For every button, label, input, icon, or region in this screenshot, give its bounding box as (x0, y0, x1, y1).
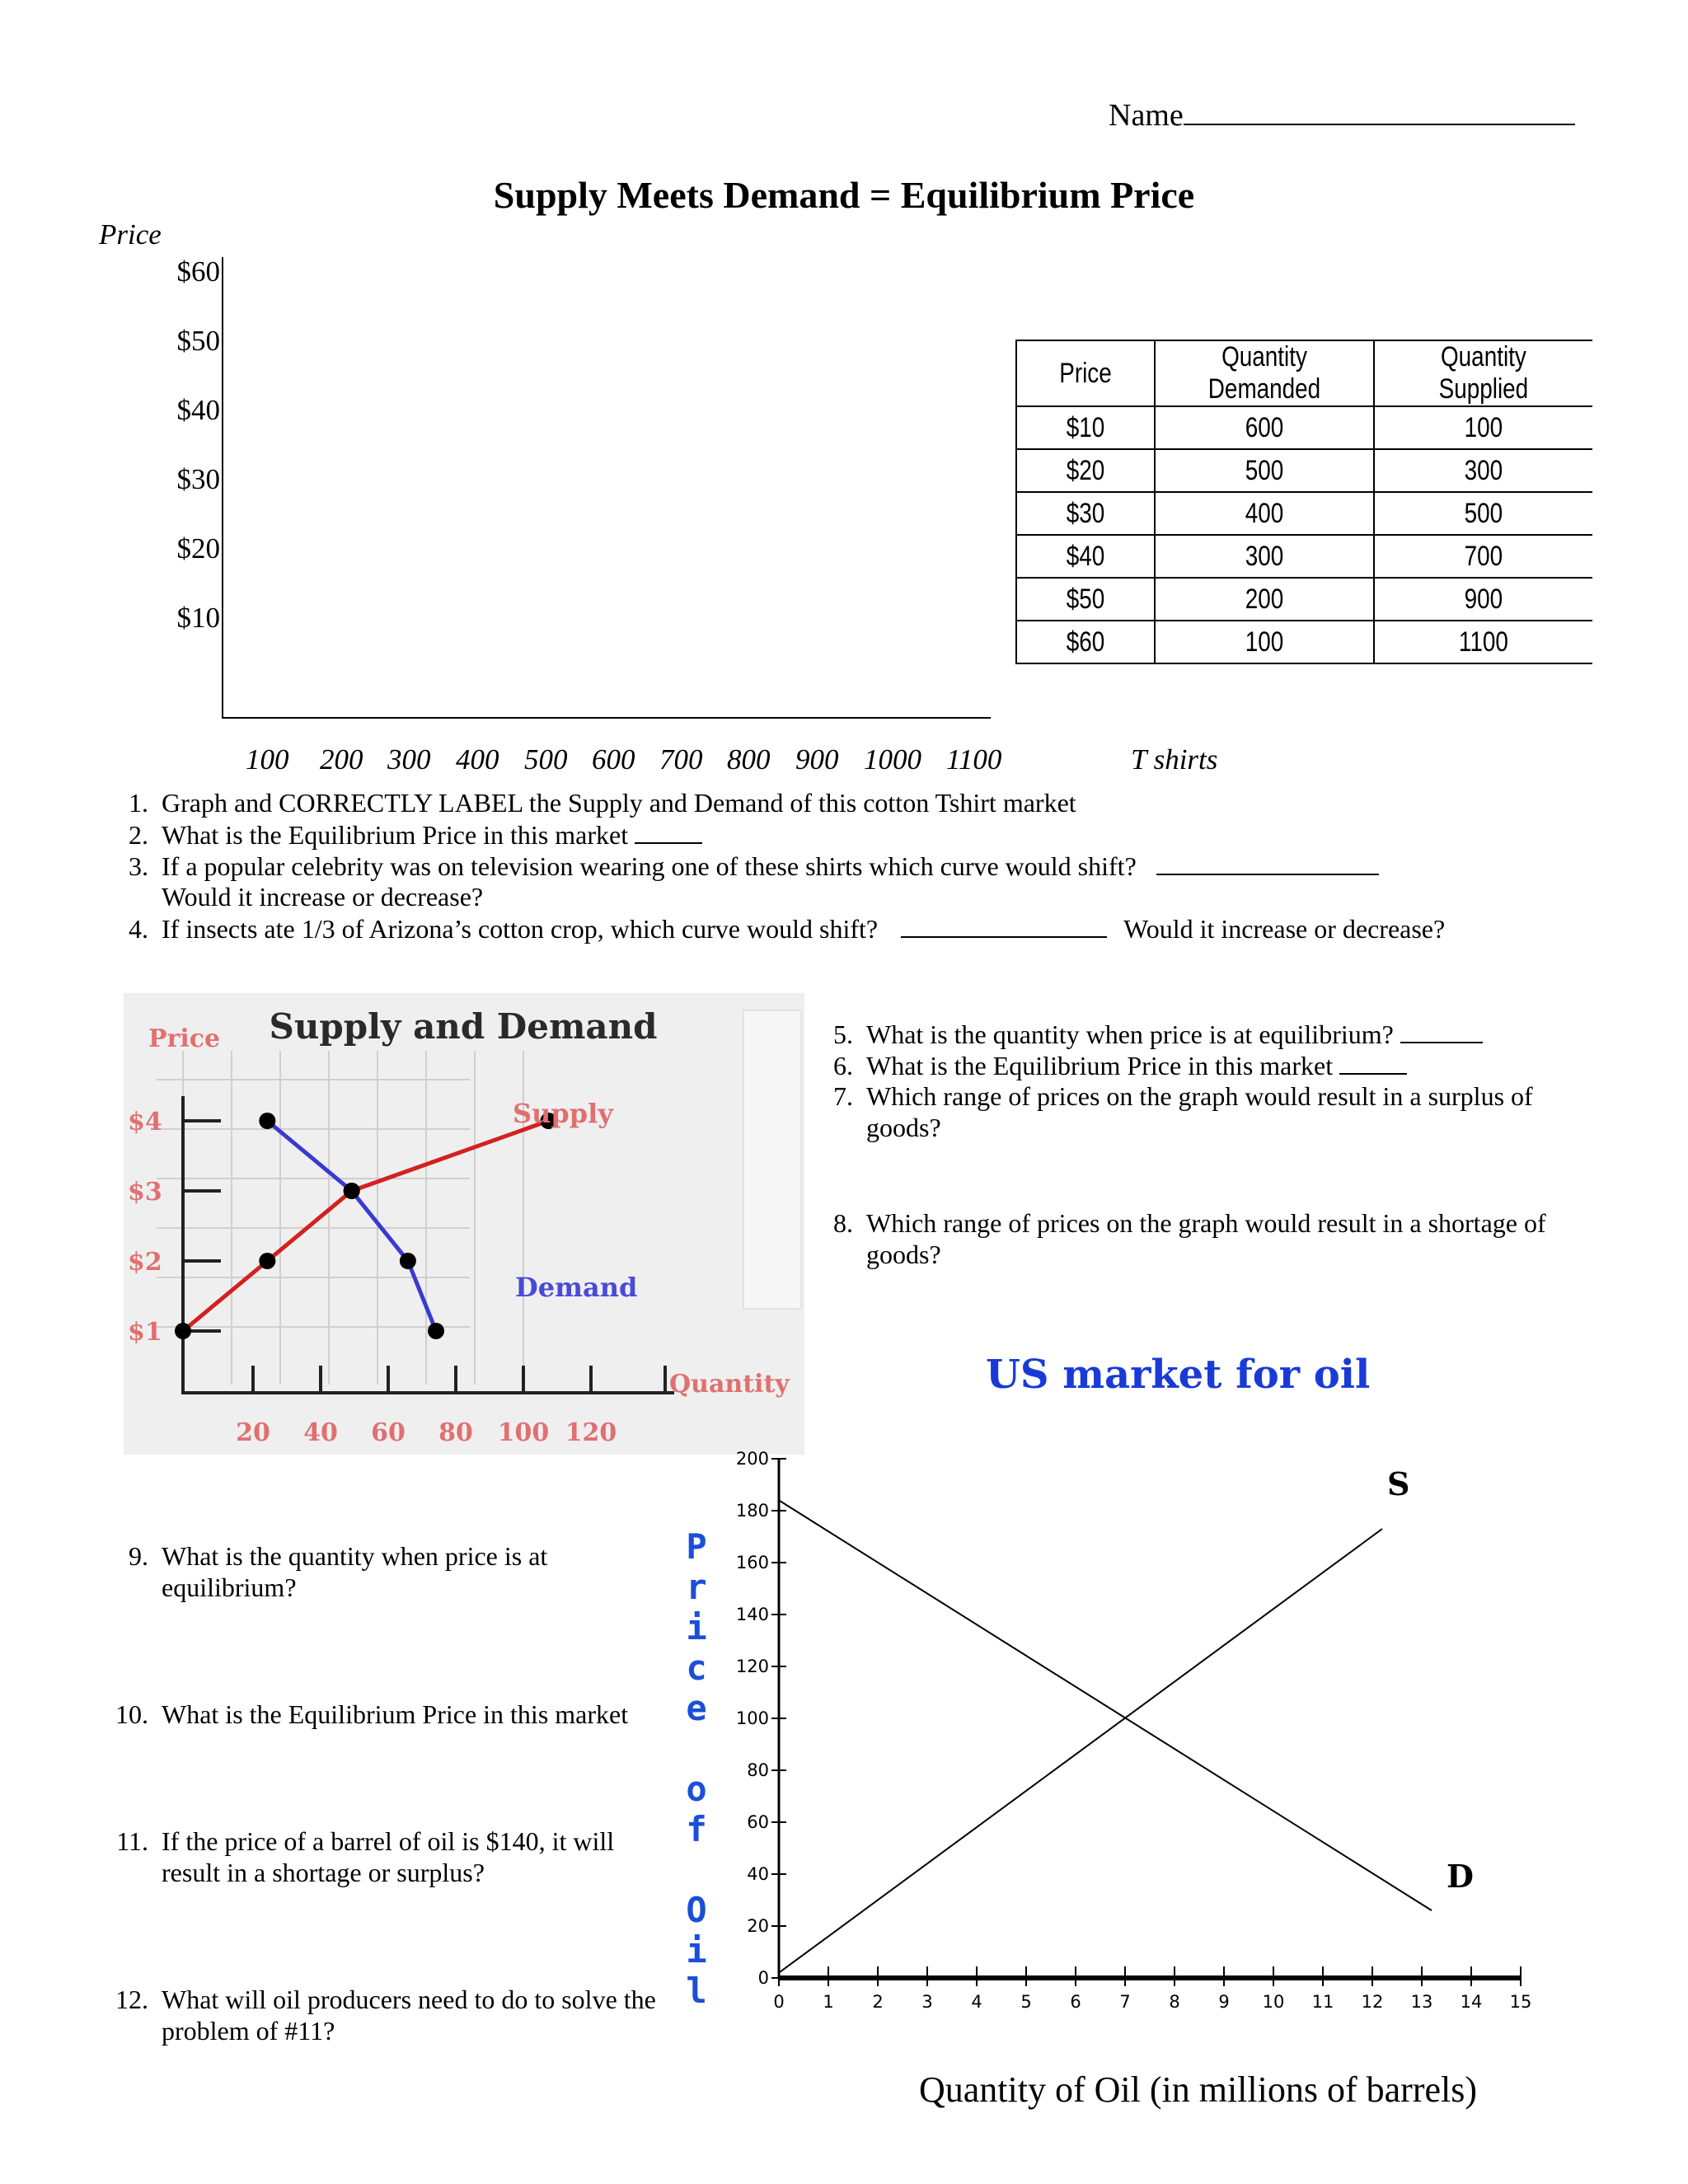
oil-x-tick-label: 7 (1119, 1992, 1131, 2011)
blank-graph-x-tick: 1000 (864, 743, 921, 776)
oil-y-tick-label: 140 (735, 1605, 769, 1624)
oil-x-tick-label: 10 (1262, 1992, 1285, 2011)
oil-y-label-letter: e (686, 1688, 707, 1728)
blank-graph-x-tick: 900 (795, 743, 839, 776)
oil-x-tick-label: 9 (1218, 1992, 1230, 2011)
answer-blank[interactable] (635, 819, 702, 844)
oil-y-tick-label: 120 (735, 1657, 769, 1676)
question-2: 2. What is the Equilibrium Price in this market (99, 819, 702, 851)
oil-x-tick-label: 12 (1361, 1992, 1384, 2011)
oil-x-tick-label: 1 (823, 1992, 834, 2011)
table-cell: $30 (1029, 492, 1142, 535)
oil-y-label-letter: P (686, 1526, 707, 1567)
oil-y-label-letter: O (686, 1890, 707, 1930)
oil-x-tick-label: 0 (773, 1992, 785, 2011)
y-tick-label: $3 (128, 1178, 162, 1207)
oil-chart-title: US market for oil (986, 1352, 1371, 1398)
question-1: 1. Graph and CORRECTLY LABEL the Supply and Demand of this cotton Tshirt market (129, 788, 1076, 818)
x-tick-label: 120 (565, 1418, 617, 1447)
blank-graph-y-tick: $60 (176, 255, 220, 288)
blank-graph-y-tick: $20 (176, 532, 220, 565)
x-tick-label: 40 (303, 1418, 338, 1447)
blank-graph-x-tick: 600 (592, 743, 635, 776)
table-cell: 200 (1175, 578, 1354, 621)
demand-point (344, 1183, 360, 1199)
blank-graph-y-label: Price (99, 218, 162, 251)
question-8-line2: goods? (866, 1240, 941, 1269)
answer-blank[interactable] (1339, 1050, 1407, 1075)
table-row (1016, 449, 1592, 492)
oil-y-tick-label: 180 (735, 1501, 769, 1521)
oil-y-tick-label: 60 (747, 1812, 769, 1832)
y-tick-label: $1 (128, 1318, 162, 1347)
oil-y-tick-label: 200 (735, 1449, 769, 1469)
oil-y-label-letter: i (686, 1607, 707, 1647)
oil-y-tick-label: 100 (735, 1708, 769, 1728)
supply-line-label: S (1387, 1465, 1410, 1503)
blank-graph-x-tick: 700 (659, 743, 703, 776)
header-price: Price (1029, 340, 1142, 406)
table-cell: $40 (1029, 535, 1142, 578)
header-quantity-demanded: Quantity Demanded (1175, 340, 1354, 406)
x-tick-label: 100 (497, 1418, 550, 1447)
table-cell: $20 (1029, 449, 1142, 492)
answer-blank[interactable] (901, 913, 1107, 938)
supply-line (779, 1529, 1382, 1973)
table-cell: 400 (1175, 492, 1354, 535)
table-cell: $50 (1029, 578, 1142, 621)
question-6: 6. What is the Equilibrium Price in this market (804, 1050, 1407, 1081)
oil-x-tick-label: 15 (1509, 1992, 1532, 2011)
answer-blank[interactable] (1400, 1019, 1483, 1043)
oil-y-tick-label: 40 (747, 1864, 769, 1884)
question-10: 10. What is the Equilibrium Price in this market (115, 1699, 629, 1729)
page-title: Supply Meets Demand = Equilibrium Price (493, 174, 1195, 216)
table-cell: 100 (1394, 406, 1573, 449)
oil-x-tick-label: 13 (1410, 1992, 1433, 2011)
blank-graph-x-tick: 500 (524, 743, 568, 776)
table-cell: 500 (1394, 492, 1573, 535)
oil-x-tick-label: 2 (872, 1992, 884, 2011)
answer-blank[interactable] (1156, 851, 1379, 875)
oil-y-label-letter: i (686, 1930, 707, 1971)
demand-point (400, 1253, 416, 1269)
supply-point (175, 1323, 191, 1339)
table-row (1016, 535, 1592, 578)
table-row (1016, 621, 1592, 663)
oil-x-tick-label: 5 (1020, 1992, 1032, 2011)
blank-graph-x-tick: 300 (387, 743, 431, 776)
oil-market-chart (709, 1434, 1566, 2011)
question-9-line2: equilibrium? (162, 1572, 297, 1602)
oil-x-tick-label: 14 (1460, 1992, 1483, 2011)
table-cell: 500 (1175, 449, 1354, 492)
table-cell: $10 (1029, 406, 1142, 449)
table-row (1016, 492, 1592, 535)
question-12: 12. What will oil producers need to do to solve the (115, 1985, 656, 2014)
question-8: 8. Which range of prices on the graph would result in a shortage of (833, 1208, 1546, 1238)
oil-y-tick-label: 0 (757, 1968, 769, 1988)
blank-graph-x-label: T shirts (1131, 743, 1218, 776)
table-cell: 1100 (1394, 621, 1573, 663)
question-11-line2: result in a shortage or surplus? (162, 1858, 485, 1887)
oil-y-tick-label: 80 (747, 1760, 769, 1780)
table-row (1016, 406, 1592, 449)
blank-graph-x-tick: 200 (320, 743, 363, 776)
oil-y-label-letter: o (686, 1769, 707, 1809)
supply-curve-label: Supply (513, 1098, 613, 1129)
oil-y-tick-label: 160 (735, 1553, 769, 1572)
demand-curve (267, 1121, 436, 1331)
schedule-table (1015, 340, 1592, 664)
question-12-line2: problem of #11? (162, 2016, 335, 2046)
oil-x-tick-label: 3 (921, 1992, 933, 2011)
oil-chart-x-label: Quantity of Oil (in millions of barrels) (919, 2069, 1477, 2110)
table-cell: 600 (1175, 406, 1354, 449)
supply-demand-chart (124, 993, 804, 1455)
blank-graph-x-tick: 1100 (946, 743, 1002, 776)
blank-graph-x-tick: 100 (246, 743, 289, 776)
table-cell: 300 (1394, 449, 1573, 492)
oil-y-label-letter: f (686, 1809, 707, 1849)
demand-line (779, 1500, 1432, 1910)
demand-point (428, 1323, 444, 1339)
table-cell: 900 (1394, 578, 1573, 621)
question-3-followup: Would it increase or decrease? (162, 882, 484, 912)
blank-graph-y-tick: $50 (176, 325, 220, 357)
blank-graph-y-tick: $10 (176, 602, 220, 634)
oil-x-tick-label: 6 (1070, 1992, 1081, 2011)
y-tick-label: $2 (128, 1248, 162, 1277)
oil-x-tick-label: 11 (1311, 1992, 1334, 2011)
header-quantity-supplied: Quantity Supplied (1394, 340, 1573, 406)
table-cell: $60 (1029, 621, 1142, 663)
oil-y-label-letter: c (686, 1647, 707, 1688)
sd-chart-x-label: Quantity (669, 1370, 790, 1399)
blank-graph-x-tick: 800 (727, 743, 771, 776)
sd-chart-title: Supply and Demand (269, 1006, 658, 1047)
table-cell: 300 (1175, 535, 1354, 578)
oil-y-label-letter: l (686, 1971, 707, 2011)
x-tick-label: 80 (438, 1418, 473, 1447)
demand-point (259, 1113, 275, 1129)
table-header-row (1016, 340, 1592, 406)
question-9: 9. What is the quantity when price is at (129, 1541, 548, 1571)
question-5: 5. What is the quantity when price is at equilibrium? (804, 1019, 1483, 1050)
question-7-line2: goods? (866, 1113, 941, 1142)
sd-chart-y-label: Price (148, 1024, 221, 1053)
demand-curve-label: Demand (515, 1272, 638, 1303)
blank-graph-y-tick: $30 (176, 463, 220, 495)
oil-x-tick-label: 4 (971, 1992, 982, 2011)
oil-x-tick-label: 8 (1169, 1992, 1180, 2011)
demand-line-label: D (1447, 1857, 1474, 1895)
question-3: 3. If a popular celebrity was on television wearing one of these shirts which curve would shift? (99, 851, 1379, 882)
supply-curve (183, 1121, 548, 1331)
oil-y-label-letter: r (686, 1567, 707, 1607)
question-7: 7. Which range of prices on the graph would result in a surplus of (833, 1081, 1533, 1111)
question-11: 11. If the price of a barrel of oil is $140, it will (116, 1826, 615, 1856)
oil-y-tick-label: 20 (747, 1916, 769, 1936)
table-cell: 700 (1394, 535, 1573, 578)
table-row (1016, 578, 1592, 621)
table-cell: 100 (1175, 621, 1354, 663)
x-tick-label: 60 (371, 1418, 406, 1447)
x-tick-label: 20 (236, 1418, 270, 1447)
supply-point (259, 1253, 275, 1269)
question-4: 4. If insects ate 1/3 of Arizona’s cotton crop, which curve would shift? Would it increase or decrease? (129, 914, 1446, 944)
name-label: Name (1109, 98, 1184, 133)
blank-graph-x-tick: 400 (456, 743, 499, 776)
y-tick-label: $4 (128, 1108, 162, 1137)
blank-graph-y-tick: $40 (176, 394, 220, 426)
